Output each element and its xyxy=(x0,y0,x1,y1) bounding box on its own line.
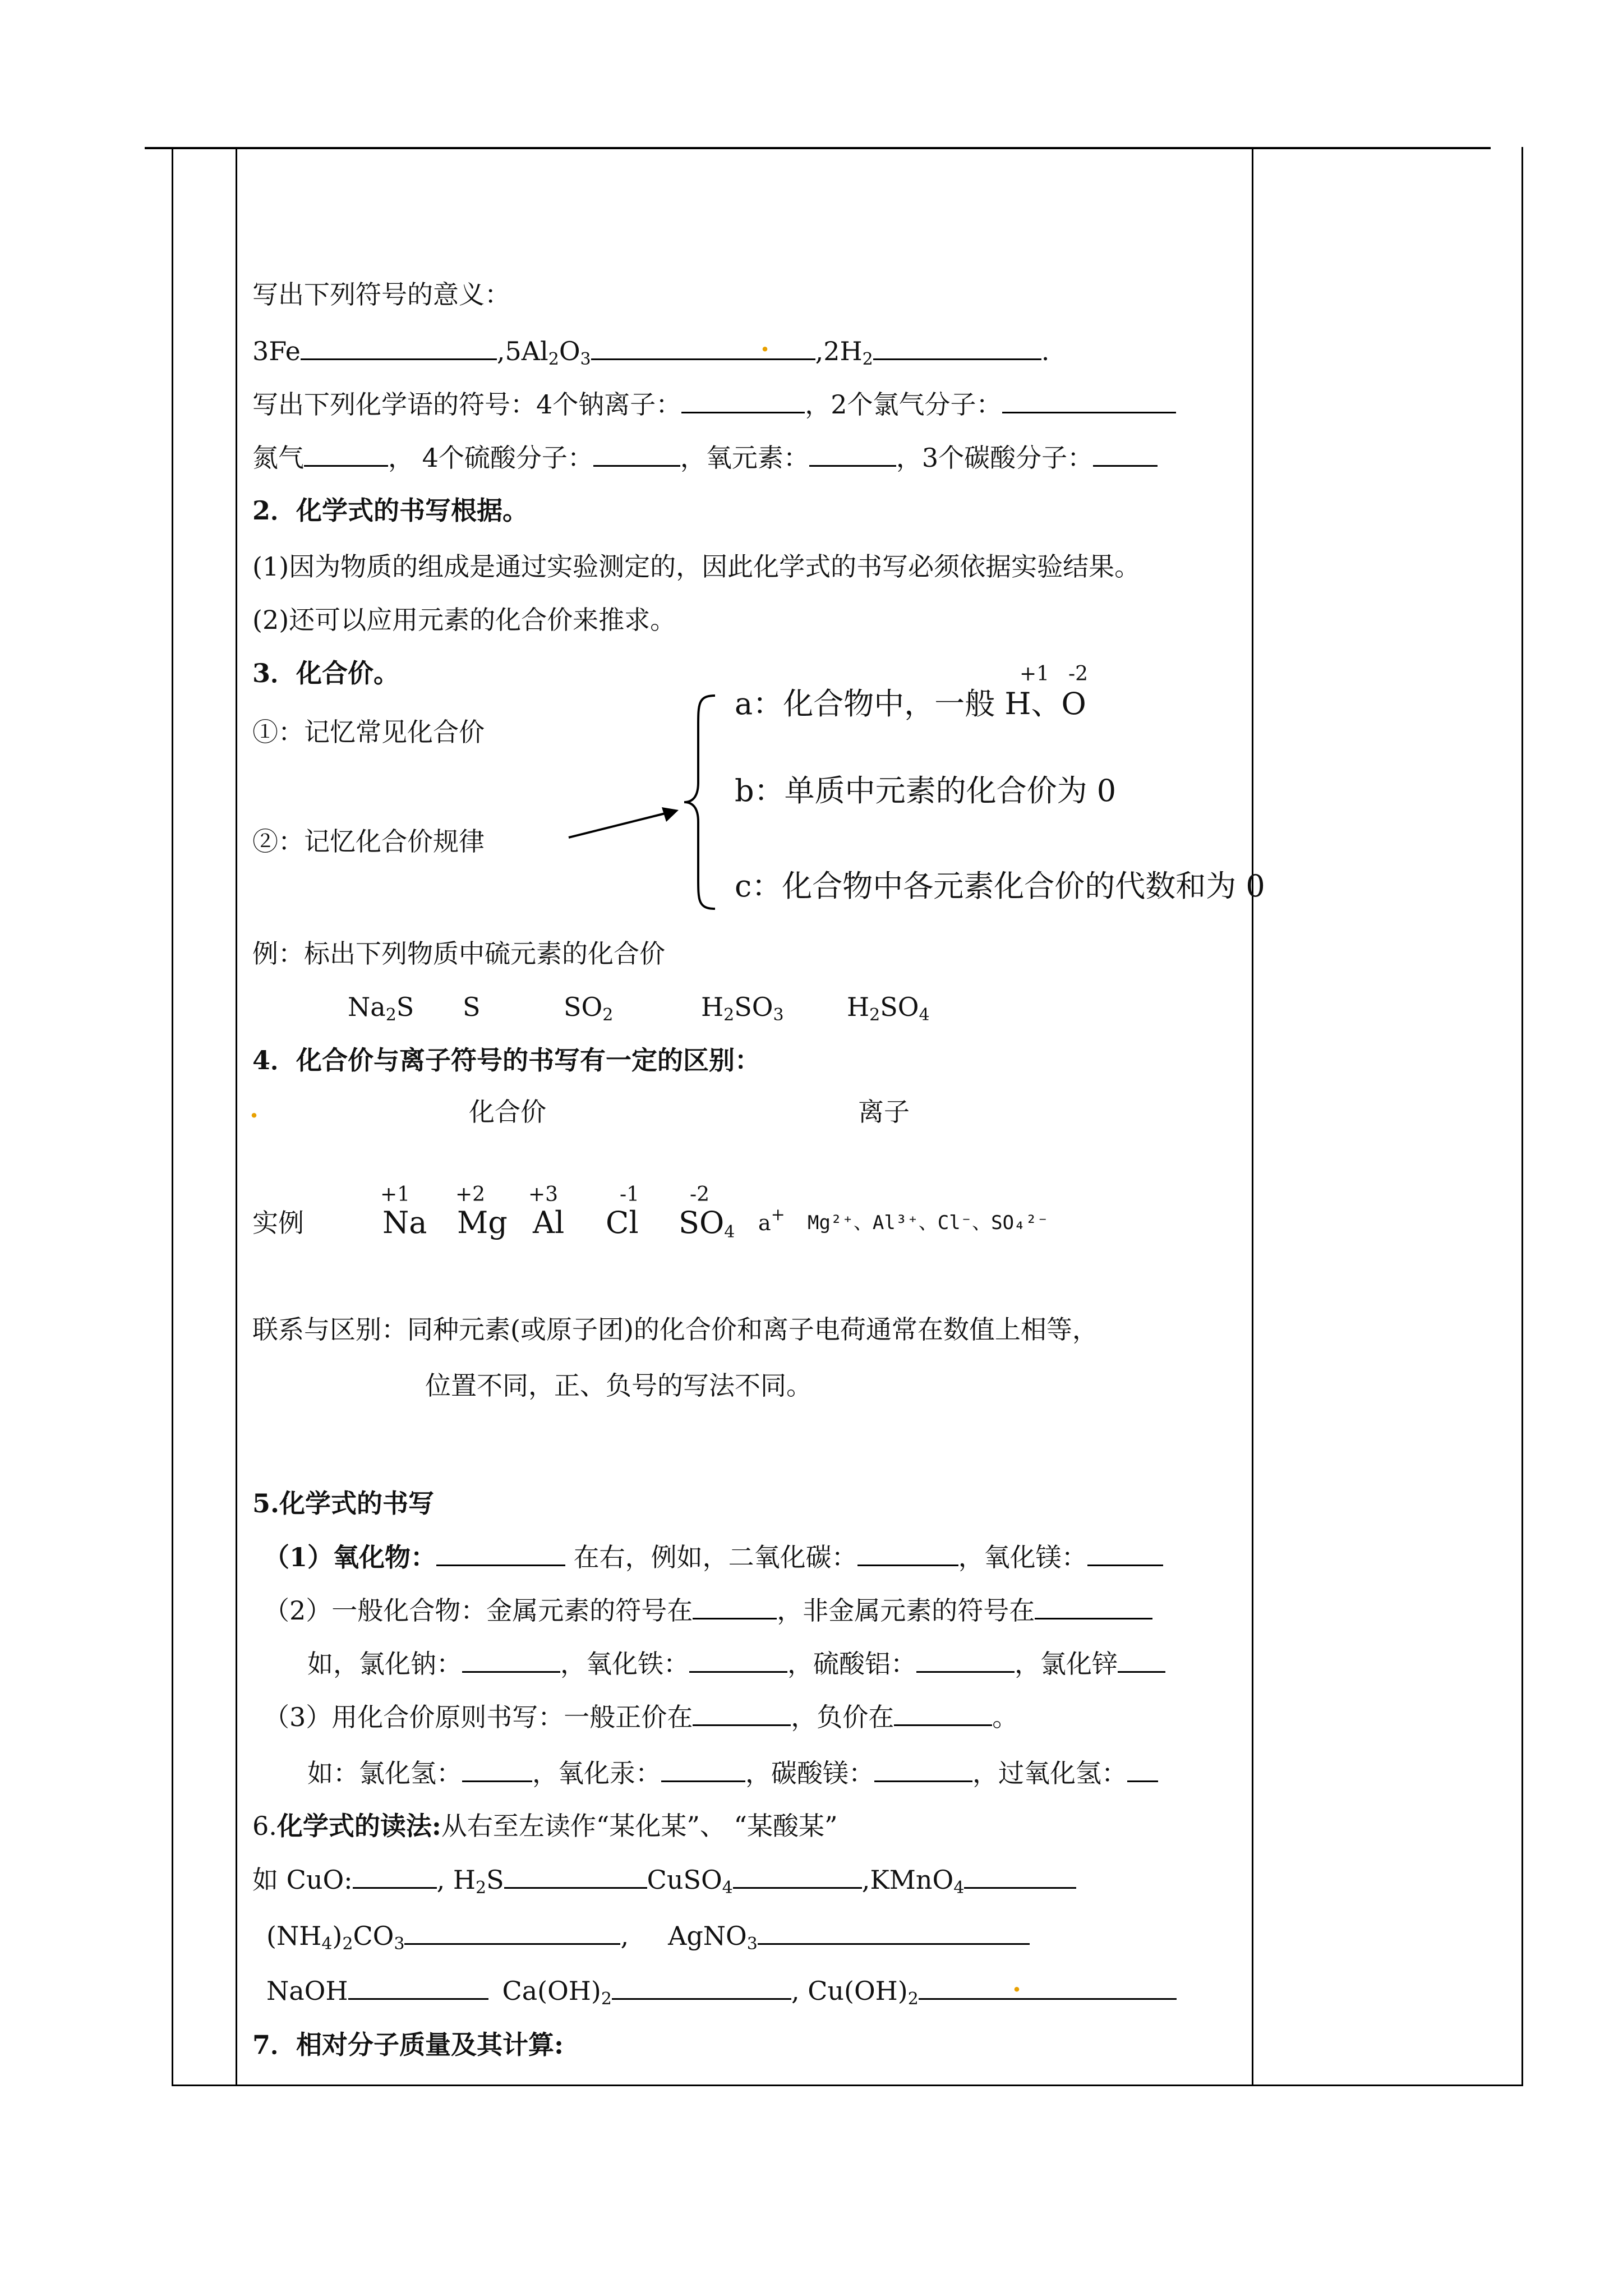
valence-cl: -1 xyxy=(620,1183,640,1206)
valence-na: +1 xyxy=(380,1183,411,1206)
s5-line1: （1）氧化物： 在右，例如，二氧化碳： ，氧化镁： xyxy=(264,1540,1163,1574)
formula-na2s: $Na_2S$ xyxy=(348,992,414,1025)
section7-heading: 7．相对分子质量及其计算: xyxy=(252,2030,564,2060)
formula-s: S xyxy=(463,992,481,1022)
valence-o-label: -2 xyxy=(1068,662,1089,685)
decor-dot: · xyxy=(250,1100,259,1130)
section4-heading: 4．化合价与离子符号的书写有一定的区别： xyxy=(252,1045,761,1075)
s6-line3: NaOH $Ca(OH)_2$ , $Cu(OH)_2$ xyxy=(266,1973,1177,2008)
s5-line5: 如：氯化氢： ，氧化汞： ，碳酸镁： ，过氧化氢： xyxy=(307,1756,1158,1790)
section2-p1: (1)因为物质的组成是通过实验测定的，因此化学式的书写必须依据实验结果。 xyxy=(252,551,1141,582)
formula-h2so3: $H_2SO_3$ xyxy=(701,992,784,1025)
valence-item2: ②：记忆化合价规律 xyxy=(252,826,485,857)
valence-al: +3 xyxy=(528,1183,559,1206)
section6-heading: 6.化学式的读法:从右至左读作“某化某”、 “某酸某” xyxy=(252,1811,838,1841)
element-al: Al xyxy=(533,1205,565,1240)
rule-c: c：化合物中各元素化合价的代数和为 0 xyxy=(735,868,1265,904)
q1-title: 写出下列符号的意义： xyxy=(252,279,510,310)
section2-p2: (2)还可以应用元素的化合价来推求。 xyxy=(252,605,676,635)
top-rule xyxy=(145,147,1491,149)
decor-dot: · xyxy=(1012,1974,1022,2004)
content-right-border xyxy=(1252,147,1253,2086)
table-right-border xyxy=(1521,147,1523,2086)
s5-line3: 如，氯化钠： ，氧化铁： ，硫酸铝： ，氯化锌 xyxy=(307,1646,1165,1681)
ion-na-partial: a+ xyxy=(758,1205,785,1235)
section2-heading: 2．化学式的书写根据。 xyxy=(252,495,529,526)
relation-line1: 联系与区别：同种元素(或原子团)的化合价和离子电荷通常在数值上相等， xyxy=(252,1314,1098,1345)
table-bottom-border xyxy=(172,2085,1523,2086)
relation-line2: 位置不同，正、负号的写法不同。 xyxy=(425,1370,812,1401)
column-ion: 离子 xyxy=(858,1097,910,1127)
brace-icon xyxy=(681,693,721,912)
s5-line2: （2）一般化合物：金属元素的符号在 ，非金属元素的符号在 xyxy=(264,1593,1152,1627)
decor-dot: · xyxy=(760,334,770,364)
q2-line1: 写出下列化学语的符号：4个钠离子： ，2个氯气分子： xyxy=(252,387,1176,421)
example-title: 例：标出下列物质中硫元素的化合价 xyxy=(252,938,665,969)
arrow-icon xyxy=(566,799,684,855)
q2-line2: 氮气 ， 4个硫酸分子： ，氧元素： ，3个碳酸分子： xyxy=(252,440,1158,475)
section3-heading: 3．化合价。 xyxy=(252,658,400,688)
content-left-border xyxy=(236,147,237,2086)
ion-symbols: Mg²⁺、Al³⁺、Cl⁻、SO₄²⁻ xyxy=(808,1212,1049,1234)
rule-b: b：单质中元素的化合价为 0 xyxy=(735,773,1117,808)
s5-line4: （3）用化合价原则书写：一般正价在 ，负价在 。 xyxy=(264,1700,1018,1734)
example-row-label: 实例 xyxy=(252,1208,304,1238)
formula-h2so4: $H_2SO_4$ xyxy=(847,992,930,1025)
element-mg: Mg xyxy=(457,1205,508,1240)
formula-so2: $SO_2$ xyxy=(564,992,614,1025)
element-cl: Cl xyxy=(606,1205,639,1240)
valence-mg: +2 xyxy=(455,1183,486,1206)
element-na: Na xyxy=(382,1205,427,1240)
section5-heading: 5.化学式的书写 xyxy=(252,1488,435,1519)
rule-a: a：化合物中，一般 H、O xyxy=(735,686,1086,721)
q1-symbols: 3Fe $,5Al_2O_3$ $,2H_2$ . xyxy=(252,334,1049,368)
valence-h-label: +1 xyxy=(1020,662,1050,685)
s6-line2: $(NH_4)_2CO_3$ , AgNO$_3$ xyxy=(266,1918,1030,1953)
table-left-border xyxy=(172,147,173,2086)
valence-so4: -2 xyxy=(690,1183,710,1206)
column-valence: 化合价 xyxy=(469,1097,546,1127)
element-so4: $SO_4$ xyxy=(679,1205,735,1242)
s6-line1: 如 CuO: , $H_2S$ CuSO$_4$ ,KMnO$_4$ xyxy=(252,1862,1076,1897)
valence-item1: ①：记忆常见化合价 xyxy=(252,717,485,747)
